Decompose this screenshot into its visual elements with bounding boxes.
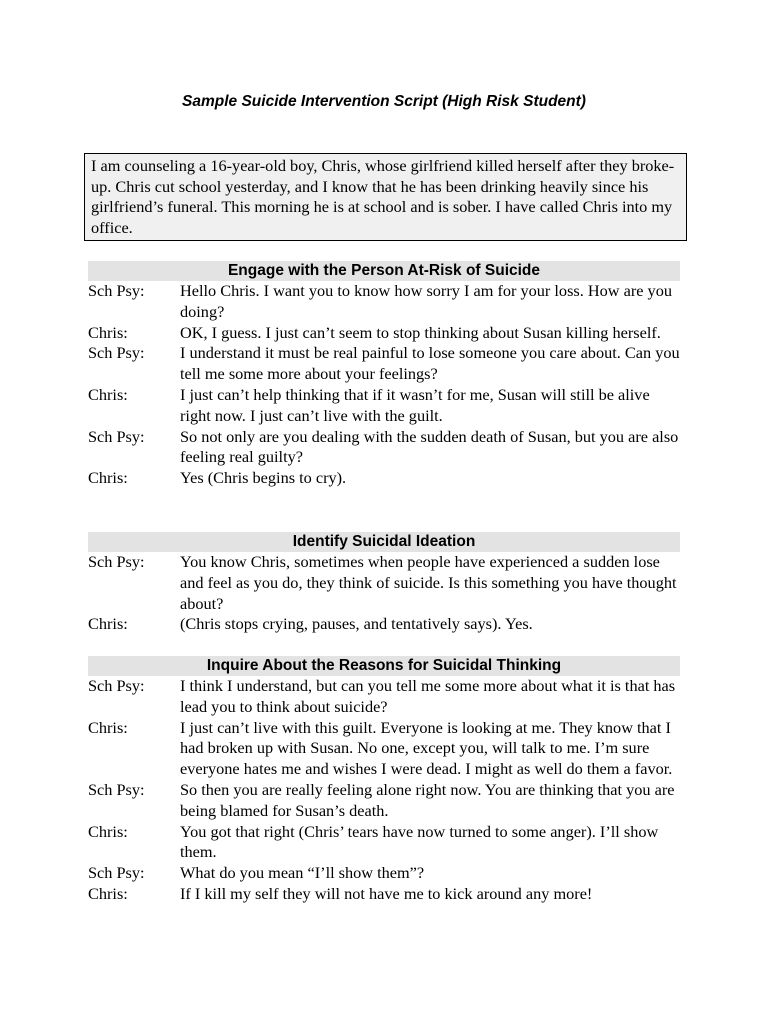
speaker-label: Chris: — [88, 384, 128, 404]
dialogue-row — [88, 614, 680, 635]
dialogue-text: I just can’t live with this guilt. Everyone is looking at me. They know that I had broken up with Susan. No one, except you, will talk to me. I’m sure everyone hates me and wishes I were dead. I might as well do them a favor. — [180, 717, 673, 779]
section-heading: Identify Suicidal Ideation — [88, 532, 680, 552]
section-identify — [88, 532, 680, 635]
dialogue-text: You got that right (Chris’ tears have now turned to some anger). I’ll show them. — [180, 821, 659, 862]
dialogue-row — [88, 385, 680, 427]
dialogue-row — [88, 718, 680, 780]
dialogue-text: OK, I guess. I just can’t seem to stop thinking about Susan killing herself. — [180, 322, 661, 342]
dialogue-row — [88, 468, 680, 489]
speaker-label: Chris: — [88, 322, 128, 342]
document-title: Sample Suicide Intervention Script (High Risk Student) — [182, 93, 586, 110]
dialogue-text: You know Chris, sometimes when people have experienced a sudden lose and feel as you do, they think of suicide. Is this something you have thought about? — [180, 552, 677, 613]
speaker-label: Chris: — [88, 614, 128, 634]
dialogue-text: (Chris stops crying, pauses, and tentatively says). Yes. — [180, 614, 533, 634]
dialogue-row — [88, 343, 680, 385]
dialogue-row — [88, 676, 680, 718]
speaker-label: Sch Psy: — [88, 779, 145, 799]
speaker-label: Sch Psy: — [88, 676, 145, 695]
section-inquire — [88, 656, 680, 905]
dialogue-row — [88, 552, 680, 614]
dialogue-text: So not only are you dealing with the sudden death of Susan, but you are also feeling real guilty? — [180, 426, 679, 467]
speaker-label: Chris: — [88, 717, 128, 737]
speaker-label: Sch Psy: — [88, 343, 145, 363]
dialogue-text: I understand it must be real painful to lose someone you care about. Can you tell me some more about your feelings? — [180, 343, 680, 384]
dialogue-text: What do you mean “I’ll show them”? — [180, 863, 425, 883]
speaker-label: Chris: — [88, 821, 128, 841]
speaker-label: Sch Psy: — [88, 426, 145, 446]
dialogue-text: I just can’t help thinking that if it wasn’t for me, Susan will still be alive right now. I just can’t live with the guilt. — [180, 384, 650, 425]
dialogue-text: Hello Chris. I want you to know how sorry I am for your loss. How are you doing? — [180, 281, 672, 321]
dialogue-text: So then you are really feeling alone right now. You are thinking that you are being blamed for Susan’s death. — [180, 779, 675, 820]
dialogue-row — [88, 780, 680, 822]
dialogue-text: I think I understand, but can you tell me some more about what it is that has lead you to think about suicide? — [180, 676, 676, 716]
speaker-label: Chris: — [88, 468, 128, 488]
speaker-label: Sch Psy: — [88, 552, 145, 571]
section-heading: Inquire About the Reasons for Suicidal Thinking — [88, 656, 680, 676]
dialogue-row — [88, 863, 680, 884]
dialogue-text: If I kill my self they will not have me to kick around any more! — [180, 883, 593, 903]
section-engage — [88, 261, 680, 489]
dialogue-text: Yes (Chris begins to cry). — [180, 468, 347, 488]
dialogue-row — [88, 281, 680, 323]
speaker-label: Sch Psy: — [88, 863, 145, 883]
speaker-label: Chris: — [88, 883, 128, 903]
dialogue-row — [88, 323, 680, 344]
speaker-label: Sch Psy: — [88, 281, 145, 300]
intro-box: I am counseling a 16-year-old boy, Chris, whose girlfriend killed herself after they broke-up. Chris cut school yesterday, and I know that he has been drinking heavily since his girlfriend’s funeral. This morning he is at school and is sober. I have called Chris into my office. — [84, 153, 687, 241]
dialogue-row — [88, 427, 680, 469]
dialogue-row — [88, 822, 680, 864]
section-heading: Engage with the Person At-Risk of Suicide — [88, 261, 680, 281]
dialogue-row — [88, 884, 680, 905]
